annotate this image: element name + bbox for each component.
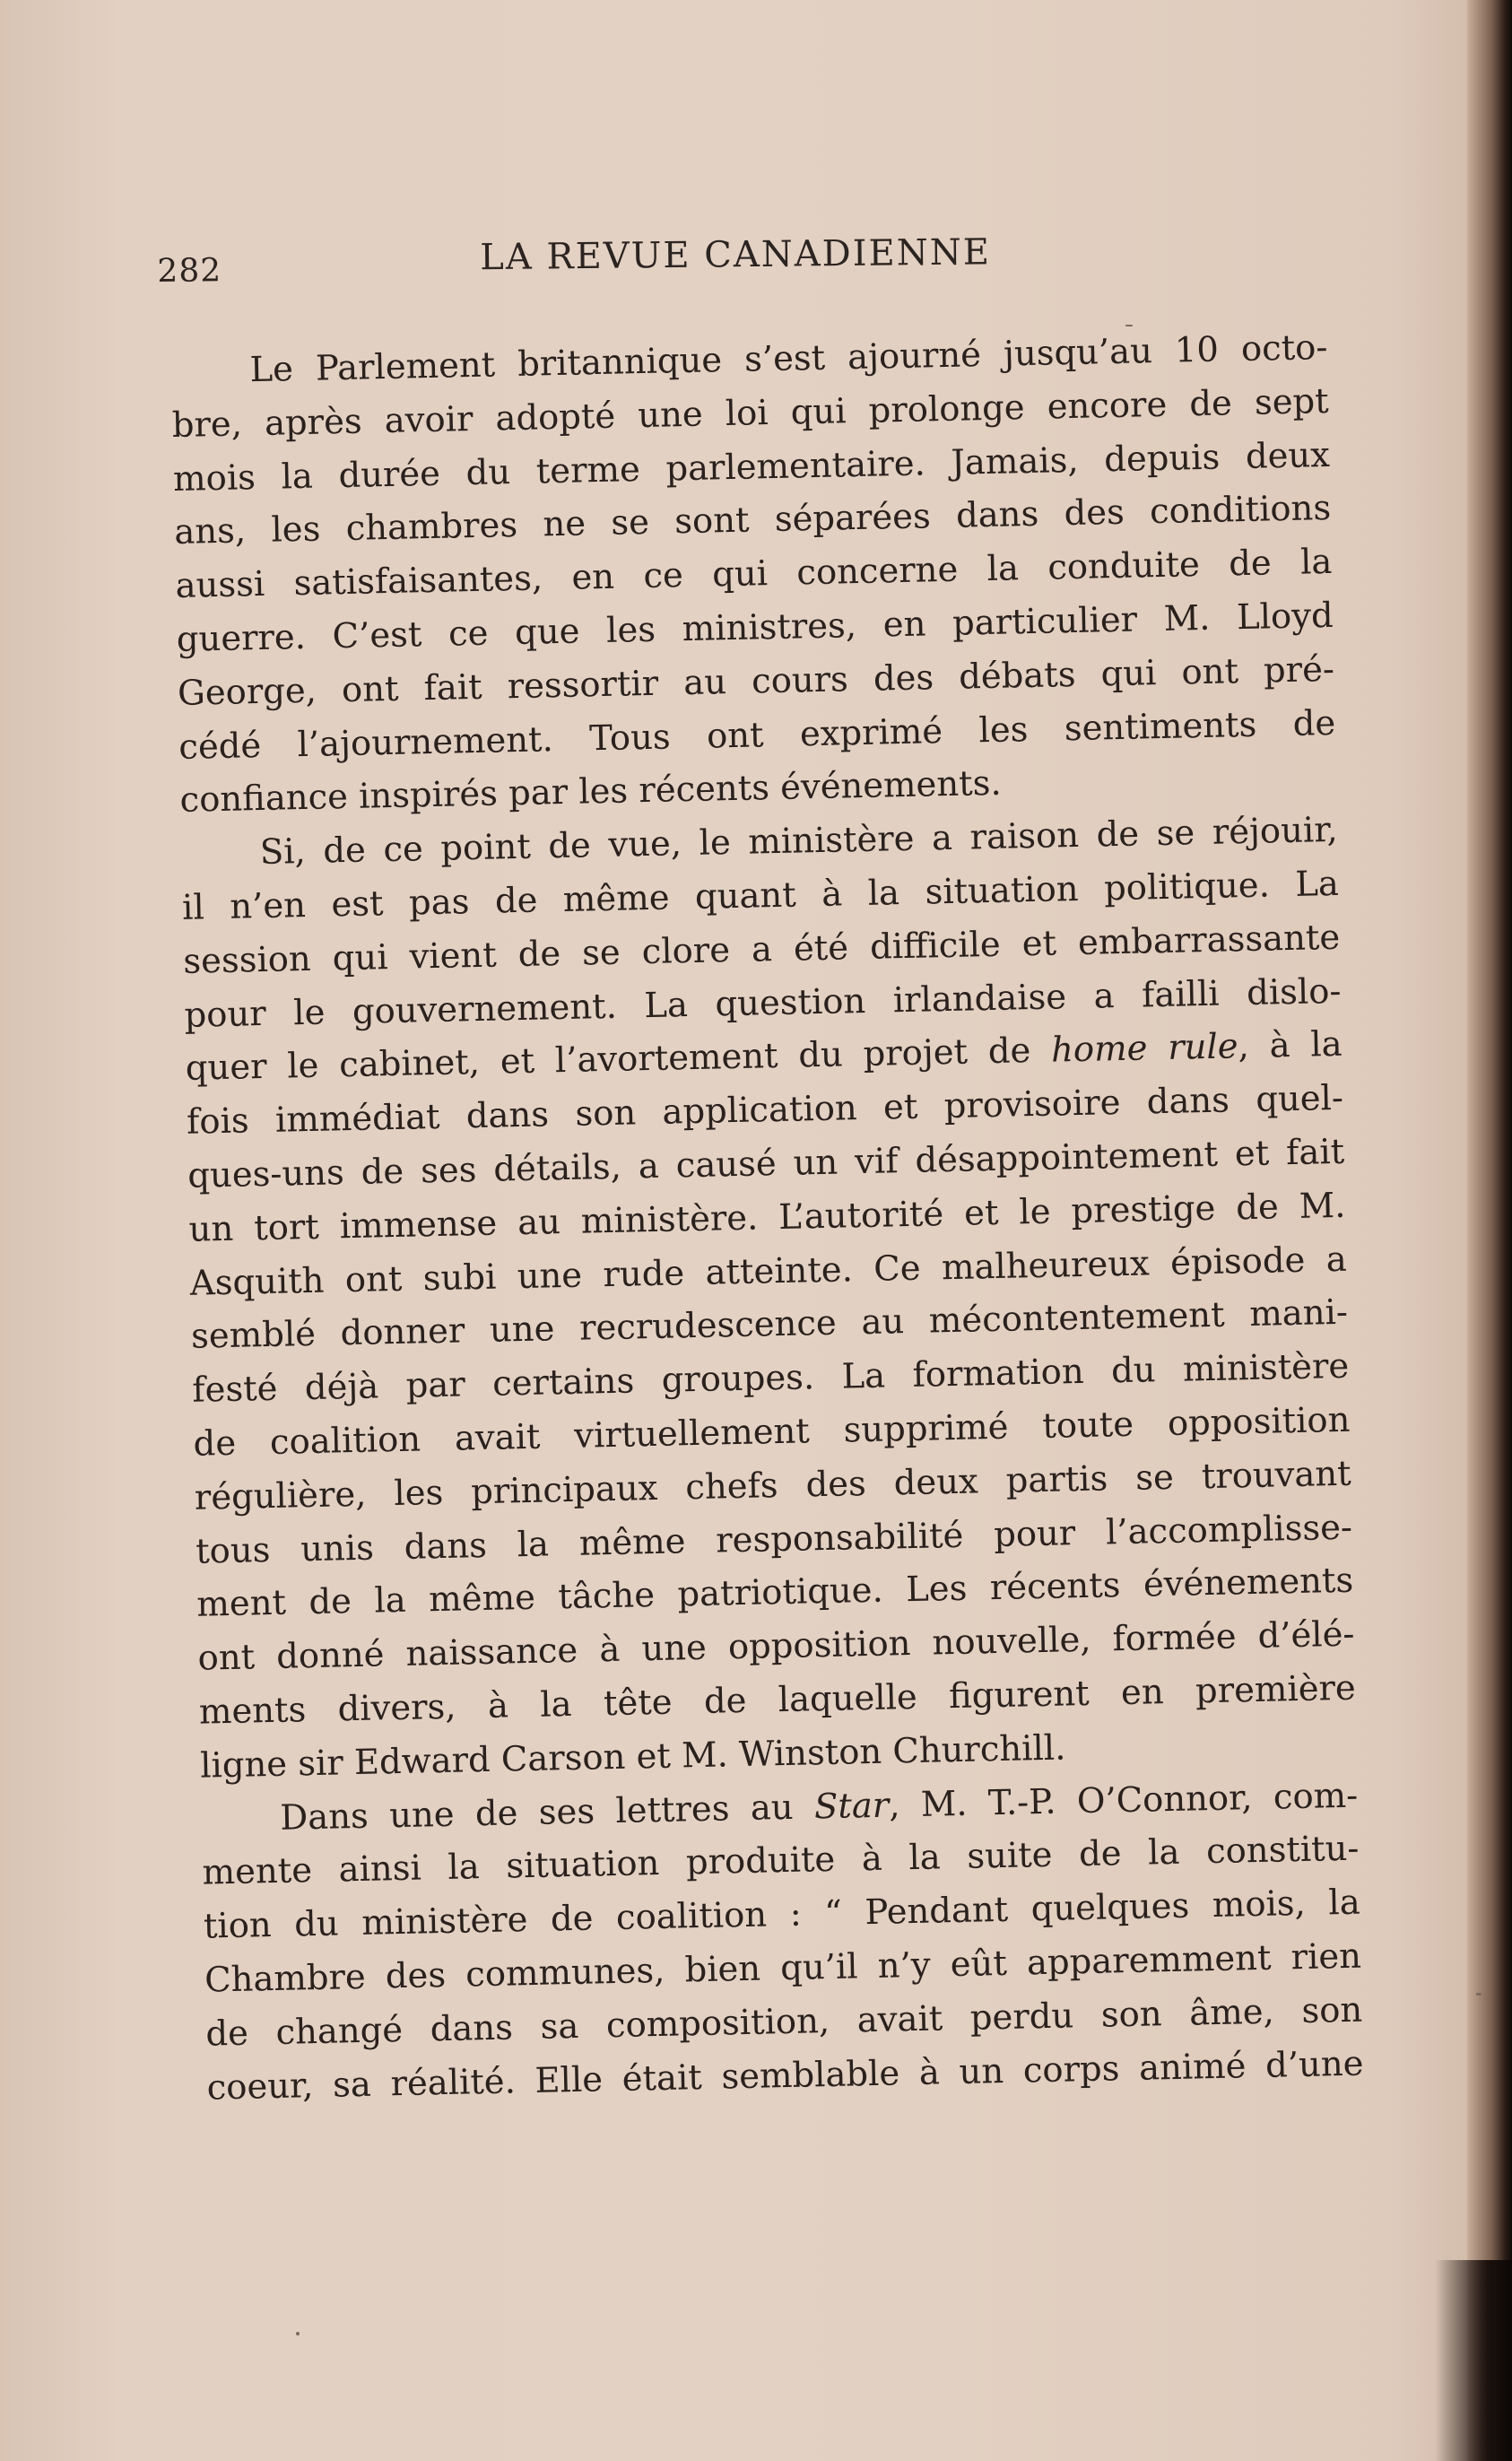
text-line: guerre. C’est ce que les ministres, en particulier M. Lloyd	[176, 595, 1334, 660]
text-line: coeur, sa réalité. Elle était semblable à un corps animé d’une	[206, 2043, 1364, 2109]
text-line: semblé donner une recrudescence au mécontentement mani-	[190, 1292, 1349, 1358]
text-line: ments divers, à la tête de laquelle figurent en première	[198, 1667, 1357, 1733]
text-line: ment de la même tâche patriotique. Les récents événements	[196, 1561, 1354, 1626]
paper-speck	[296, 2332, 300, 2335]
book-spine-shadow	[1467, 0, 1512, 2461]
text-line: quer le cabinet, et l’avortement du projet de home rule, à la	[185, 1024, 1343, 1090]
text-line: Le Parlement britannique s’est ajourné jusqu’au 10 octo-	[249, 326, 1328, 391]
text-line: ont donné naissance à une opposition nouvelle, formée d’élé-	[197, 1613, 1355, 1679]
text-line: Dans une de ses lettres au Star, M. T.-P. O’Connor, com-	[279, 1775, 1359, 1839]
text-line: bre, après avoir adopté une loi qui prolonge encore de sept	[171, 380, 1330, 446]
body-text	[170, 321, 1364, 2115]
text-line: Si, de ce point de vue, le ministère a raison de se réjouir,	[259, 810, 1339, 874]
text-line: mente ainsi la situation produite à la suite de la constitu-	[202, 1828, 1360, 1893]
text-line: il n’en est pas de même quant à la situation politique. La	[181, 863, 1340, 928]
text-line: tous unis dans la même responsabilité pour l’accomplisse-	[195, 1507, 1353, 1572]
text-line: ligne sir Edward Carson et M. Winston Churchill.	[199, 1727, 1066, 1787]
text-line: George, ont fait ressortir au cours des débats qui ont pré-	[177, 648, 1335, 714]
book-spine-shadow-bottom	[1435, 2260, 1512, 2461]
text-line: un tort immense au ministère. L’autorité et le prestige de M.	[188, 1185, 1346, 1250]
text-line: Asquith ont subi une rude atteinte. Ce malheureux épisode a	[189, 1239, 1348, 1304]
text-line: Chambre des communes, bien qu’il n’y eût apparemment rien	[204, 1935, 1362, 2001]
text-line: aussi satisfaisantes, en ce qui concerne la conduite de la	[175, 542, 1333, 607]
paper-speck	[1125, 325, 1133, 326]
text-line: pour le gouvernement. La question irlandaise a failli dislo-	[184, 970, 1342, 1036]
text-line: de changé dans sa composition, avait perdu son âme, son	[204, 1989, 1363, 2055]
text-line: mois la durée du terme parlementaire. Jamais, depuis deux	[172, 434, 1331, 500]
text-line: régulière, les principaux chefs des deux partis se trouvant	[194, 1453, 1352, 1518]
text-line: confiance inspirés par les récents événements.	[179, 763, 1003, 822]
text-line: festé déjà par certains groupes. La formation du ministère	[191, 1345, 1350, 1411]
text-line: session qui vient de se clore a été difficile et embarrassante	[182, 917, 1341, 982]
text-line: fois immédiat dans son application et provisoire dans quel-	[186, 1077, 1344, 1143]
paper-speck	[1476, 1993, 1482, 1996]
running-title: LA REVUE CANADIENNE	[480, 231, 992, 279]
text-line: tion du ministère de coalition : “ Pendant quelques mois, la	[203, 1882, 1361, 1947]
text-line: cédé l’ajournement. Tous ont exprimé les sentiments de	[178, 702, 1336, 768]
text-line: ans, les chambres ne se sont séparées dans des conditions	[173, 488, 1332, 553]
page-number: 282	[157, 252, 222, 290]
text-line: de coalition avait virtuellement supprimé toute opposition	[193, 1399, 1351, 1465]
text-line: ques-uns de ses détails, a causé un vif désappointement et fait	[187, 1131, 1345, 1196]
